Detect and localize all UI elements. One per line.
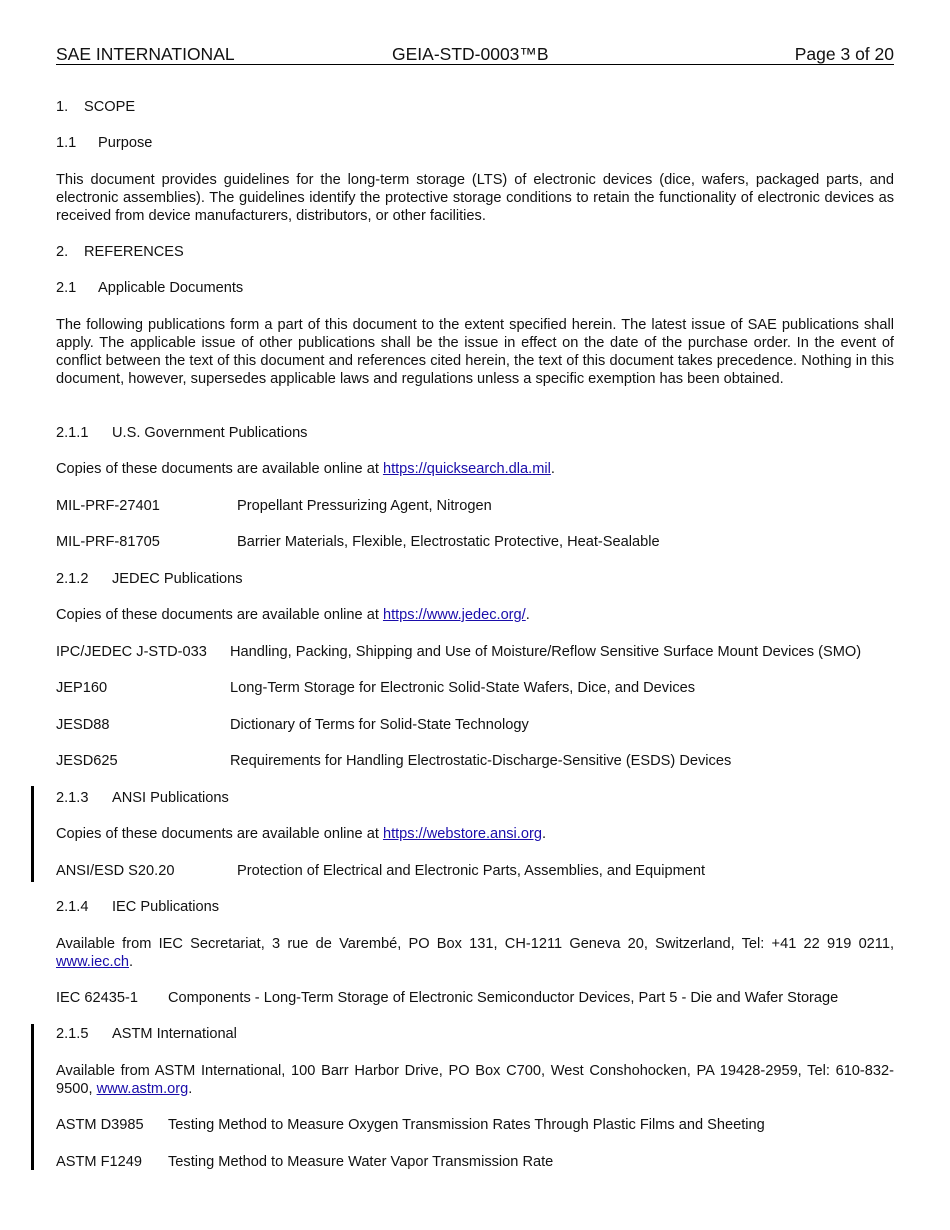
- change-bar: [31, 786, 34, 882]
- iec-link[interactable]: www.iec.ch: [56, 954, 129, 970]
- section-heading-1-1: 1.1 Purpose: [56, 135, 153, 151]
- change-bar: [31, 1024, 34, 1170]
- section-heading-2-1-4: 2.1.4 IEC Publications: [56, 899, 220, 915]
- availability-line: Copies of these documents are available online at https://quicksearch.dla.mil.: [56, 461, 555, 477]
- availability-line: Copies of these documents are available online at https://www.jedec.org/.: [56, 607, 530, 623]
- jedec-link[interactable]: https://www.jedec.org/: [382, 607, 526, 623]
- availability-line: Copies of these documents are available online at https://webstore.ansi.org.: [56, 826, 547, 842]
- section-heading-2-1-1: 2.1.1 U.S. Government Publications: [56, 425, 308, 441]
- astm-availability-paragraph: Available from ASTM International, 100 Barr Harbor Drive, PO Box C700, West Conshohocken, PA 19428-2959, Tel: 610-832-9500, www.astm.org.: [56, 1063, 894, 1097]
- page-header: [56, 44, 894, 65]
- section-heading-1: 1. SCOPE: [56, 99, 136, 115]
- section-heading-2: 2. REFERENCES: [56, 244, 184, 260]
- dla-link[interactable]: https://quicksearch.dla.mil: [382, 461, 551, 477]
- astm-link[interactable]: www.astm.org: [96, 1081, 189, 1097]
- purpose-paragraph: This document provides guidelines for the long-term storage (LTS) of electronic devices (dice, wafers, packaged parts, and electronic assemblies). The guidelines identify the protective storage conditions to retain the functionality of electronic devices as received from device manufacturers, distributors, or other facilities.: [56, 172, 894, 224]
- applicable-documents-paragraph: The following publications form a part of this document to the extent specified herein. The latest issue of SAE publications shall apply. The applicable issue of other publications shall be the issue in effect on the date of the purchase order. In the event of conflict between the text of this document and references cited herein, the text of this document takes precedence. Nothing in this document, however, supersedes applicable laws and regulations unless a specific exemption has been obtained.: [56, 317, 894, 387]
- header-page-number: Page 3 of 20: [794, 44, 894, 64]
- header-org: SAE INTERNATIONAL: [56, 44, 235, 64]
- header-doc-id: GEIA-STD-0003™B: [392, 44, 549, 64]
- ansi-link[interactable]: https://webstore.ansi.org: [382, 826, 542, 842]
- section-heading-2-1-3: 2.1.3 ANSI Publications: [56, 790, 229, 806]
- section-heading-2-1: 2.1 Applicable Documents: [56, 280, 244, 296]
- section-heading-2-1-2: 2.1.2 JEDEC Publications: [56, 571, 243, 587]
- section-heading-2-1-5: 2.1.5 ASTM International: [56, 1026, 237, 1042]
- iec-availability-paragraph: Available from IEC Secretariat, 3 rue de Varembé, PO Box 131, CH-1211 Geneva 20, Switzerland, Tel: +41 22 919 0211, www.iec.ch.: [56, 936, 894, 970]
